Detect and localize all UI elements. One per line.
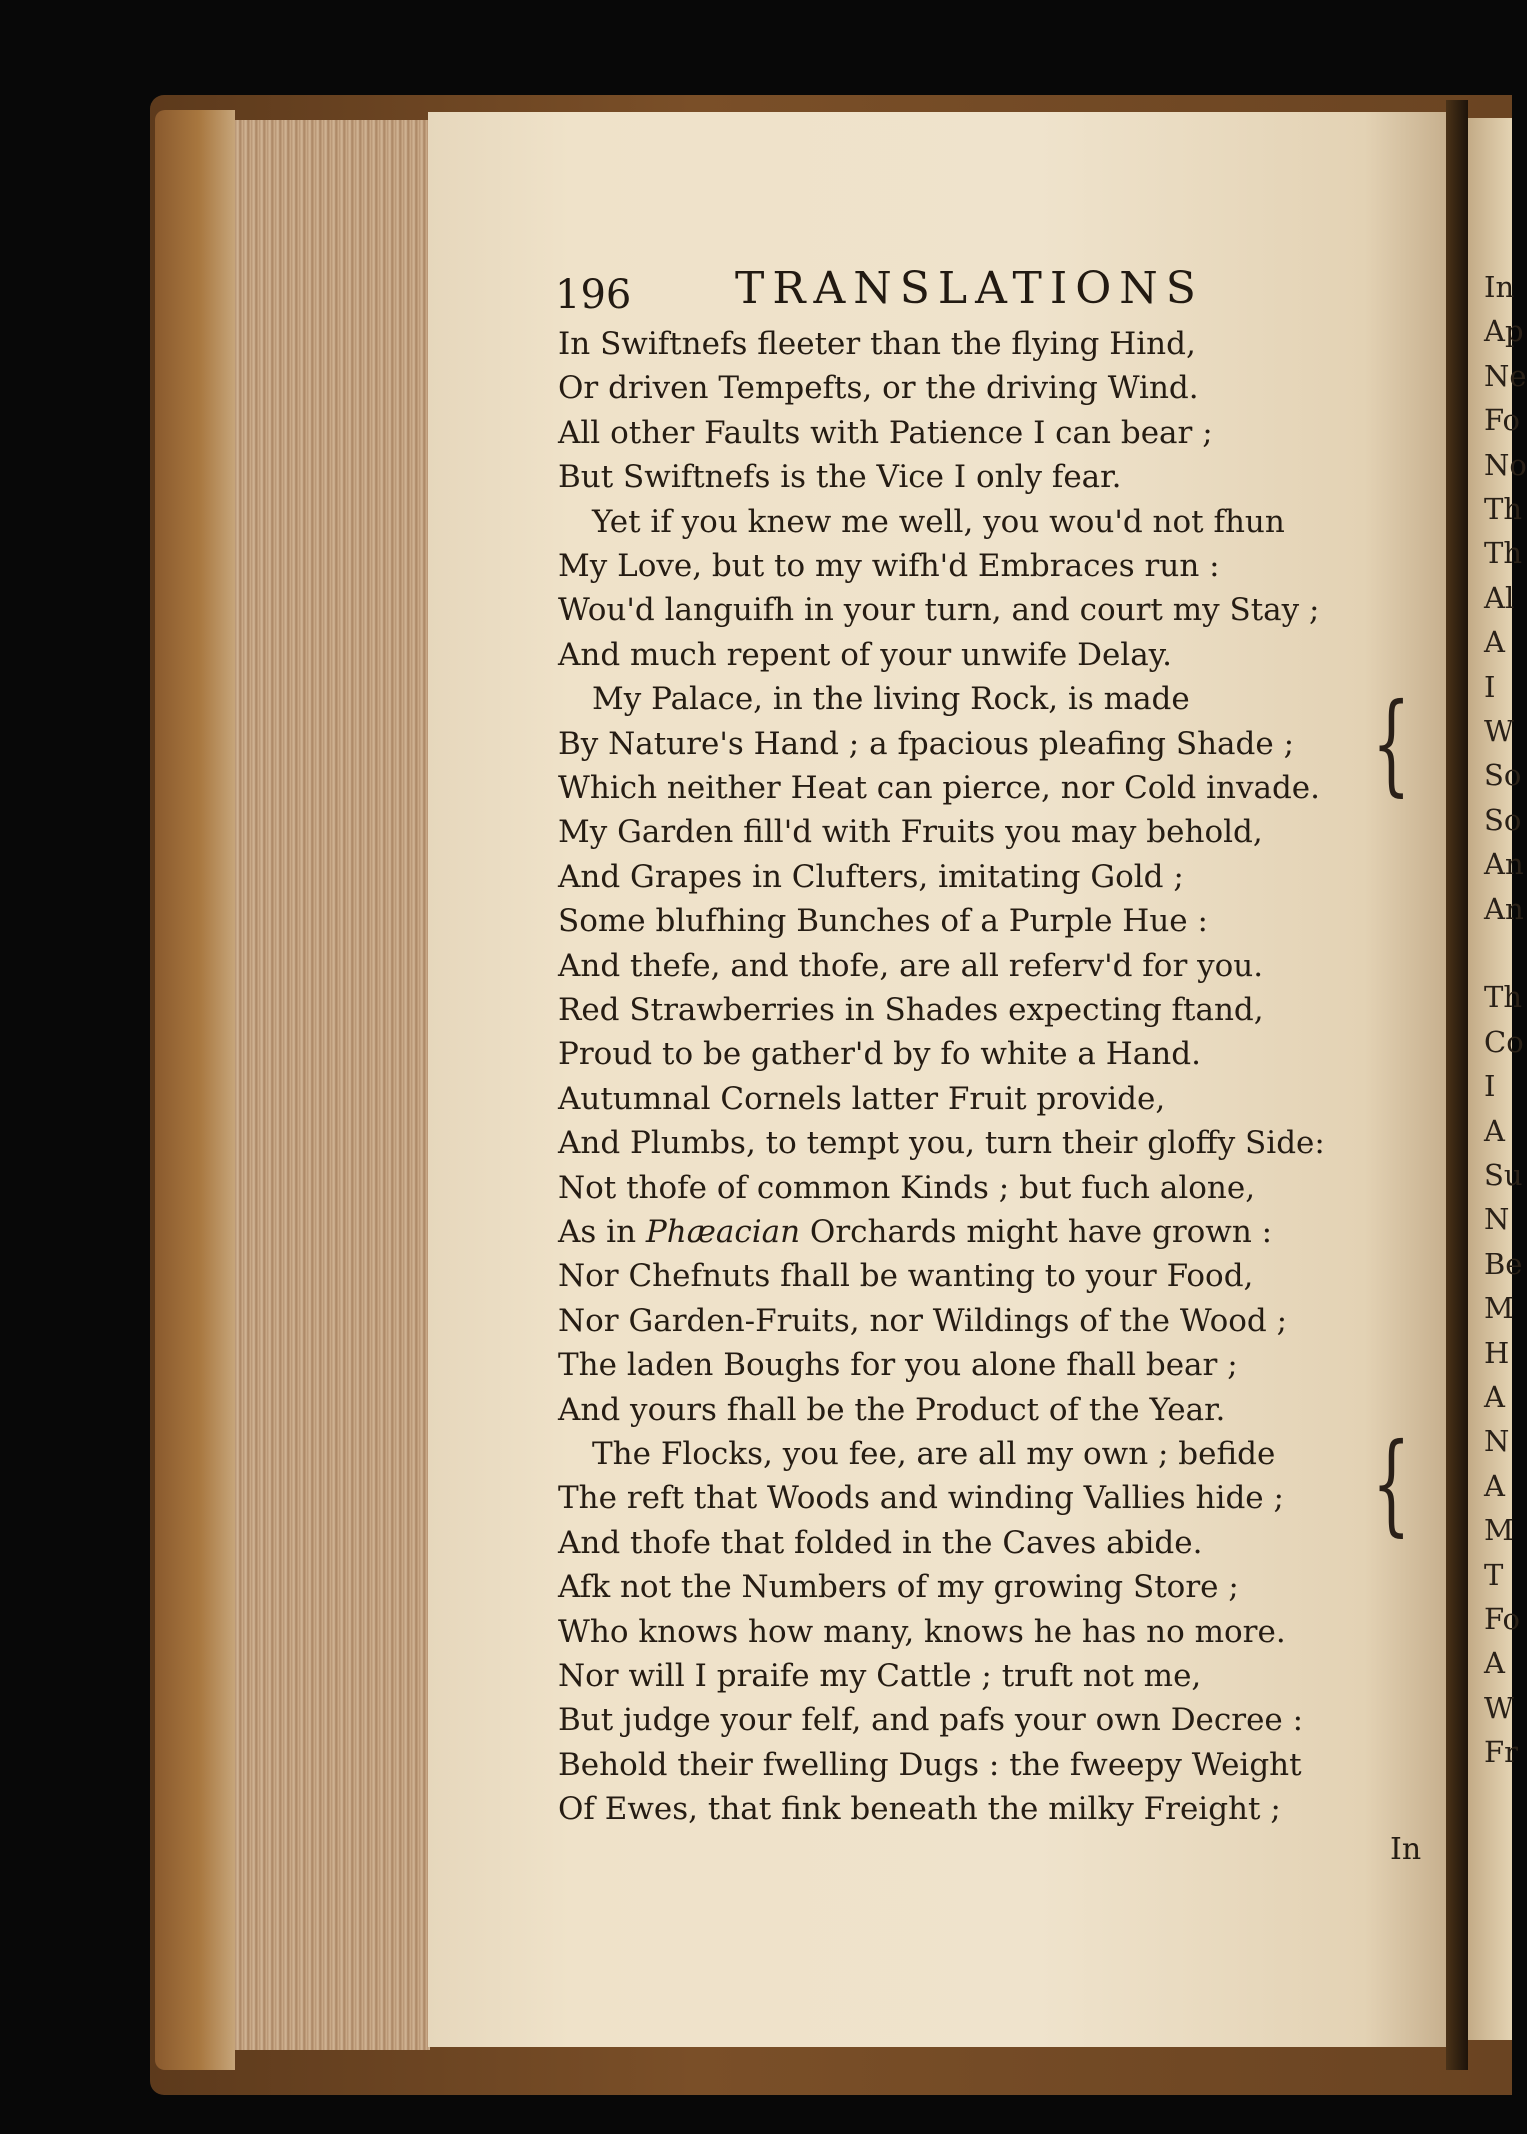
verse-line: But judge your felf, and pafs your own Decree : (558, 1702, 1304, 1739)
page-block-edges (235, 120, 430, 2050)
facing-page-line: Fo (1484, 403, 1520, 438)
verse-line: And Grapes in Clufters, imitating Gold ; (558, 858, 1184, 895)
facing-page-line: A (1484, 625, 1505, 660)
verse-line: Not thofe of common Kinds ; but fuch alone, (558, 1169, 1256, 1206)
verse-line: By Nature's Hand ; a fpacious pleafing Shade ; (558, 725, 1295, 762)
facing-page-line: A (1484, 1468, 1505, 1503)
facing-page-line: Al (1484, 580, 1515, 615)
verse-line: And Plumbs, to tempt you, turn their gloffy Side: (558, 1125, 1325, 1162)
verse-line: My Love, but to my wifh'd Embraces run : (558, 548, 1220, 584)
verse-line: The reft that Woods and winding Vallies hide ; (558, 1480, 1284, 1517)
verse-line: Which neither Heat can pierce, nor Cold invade. (558, 770, 1320, 806)
facing-page-line: W (1484, 714, 1514, 748)
verse-line: Behold their fwelling Dugs : the fweepy Weight (558, 1746, 1302, 1783)
italic-proper-noun: Phæacian (645, 1214, 801, 1250)
verse-line: My Palace, in the living Rock, is made (592, 681, 1190, 718)
facing-page-line: N (1484, 1202, 1510, 1237)
facing-page-line: Ap (1484, 314, 1524, 349)
facing-page-line: W (1484, 1690, 1514, 1725)
book-gutter (1446, 100, 1468, 2070)
verse-line: The Flocks, you fee, are all my own ; befide (592, 1436, 1276, 1472)
facing-page-fragment (1468, 118, 1527, 2040)
verse-line: But Swiftnefs is the Vice I only fear. (558, 459, 1122, 496)
facing-page-line: Su (1484, 1158, 1523, 1192)
facing-page-line: Fo (1484, 1602, 1520, 1636)
facing-page-line: A (1484, 1380, 1505, 1414)
page-number: 196 (555, 272, 632, 318)
facing-page-line: N (1484, 1424, 1510, 1459)
triplet-brace: { (1372, 679, 1411, 807)
verse-line: Or driven Tempefts, or the driving Wind. (558, 370, 1199, 407)
verse-line: Nor Chefnuts fhall be wanting to your Food, (558, 1258, 1254, 1295)
facing-page-line: In (1484, 270, 1515, 304)
facing-page-line: A (1484, 1646, 1505, 1681)
facing-page-line: H (1484, 1335, 1510, 1370)
facing-page-line: So (1484, 802, 1522, 837)
verse-line: Afk not the Numbers of my growing Store ; (558, 1569, 1239, 1606)
running-head: TRANSLATIONS (735, 263, 1204, 314)
facing-page-line: M (1484, 1291, 1514, 1326)
facing-page-line: Th (1484, 536, 1523, 571)
facing-page-line: I (1484, 669, 1496, 704)
verse-line: And thefe, and thofe, are all referv'd for you. (558, 947, 1264, 984)
page-header (555, 255, 1275, 327)
facing-page-line: Ne (1484, 358, 1527, 393)
facing-page-line: Be (1484, 1246, 1523, 1281)
catchword: In (1390, 1832, 1422, 1867)
facing-page-line: An (1484, 847, 1524, 882)
verse-block (558, 322, 1358, 1882)
facing-page-line: Co (1484, 1024, 1524, 1059)
verse-line: Nor Garden-Fruits, nor Wildings of the Wood ; (558, 1302, 1288, 1339)
verse-line: My Garden fill'd with Fruits you may behold, (558, 814, 1263, 851)
verse-line: Proud to be gather'd by fo white a Hand. (558, 1036, 1201, 1073)
verse-line: In Swiftnefs fleeter than the flying Hind, (558, 326, 1196, 362)
verse-line: Who knows how many, knows he has no more. (558, 1613, 1286, 1650)
verse-line: As in Phæacian Orchards might have grown : (558, 1214, 1273, 1250)
facing-page-line: So (1484, 758, 1522, 793)
verse-line: And thofe that folded in the Caves abide. (558, 1524, 1203, 1561)
verse-line: Nor will I praife my Cattle ; truft not me, (558, 1658, 1202, 1694)
facing-page-line: I (1484, 1069, 1496, 1104)
facing-page-line: Th (1484, 980, 1523, 1015)
facing-page-line: Fr (1484, 1735, 1518, 1770)
verse-line: And yours fhall be the Product of the Year. (558, 1391, 1226, 1428)
verse-line: Some blufhing Bunches of a Purple Hue : (558, 903, 1208, 940)
verse-line: Wou'd languifh in your turn, and court my Stay ; (558, 592, 1320, 629)
verse-line: All other Faults with Patience I can bear ; (558, 414, 1213, 451)
verse-line: Autumnal Cornels latter Fruit provide, (558, 1080, 1166, 1117)
verse-line: And much repent of your unwife Delay. (558, 636, 1172, 673)
facing-page-line: A (1484, 1113, 1505, 1148)
triplet-brace: { (1372, 1419, 1411, 1547)
facing-page-line (1484, 934, 1524, 972)
verse-line: Yet if you knew me well, you wou'd not fhun (592, 503, 1285, 540)
verse-line: Red Strawberries in Shades expecting ftand, (558, 992, 1264, 1028)
facing-page-line: Th (1484, 492, 1523, 526)
facing-page-line: M (1484, 1513, 1514, 1548)
cover-board-edge (155, 110, 235, 2070)
facing-page-line: T (1484, 1557, 1504, 1592)
facing-page-line: An (1484, 891, 1524, 926)
verse-line: The laden Boughs for you alone fhall bear ; (558, 1347, 1238, 1384)
facing-page-line: No (1484, 447, 1527, 482)
verse-line: Of Ewes, that fink beneath the milky Freight ; (558, 1791, 1281, 1828)
